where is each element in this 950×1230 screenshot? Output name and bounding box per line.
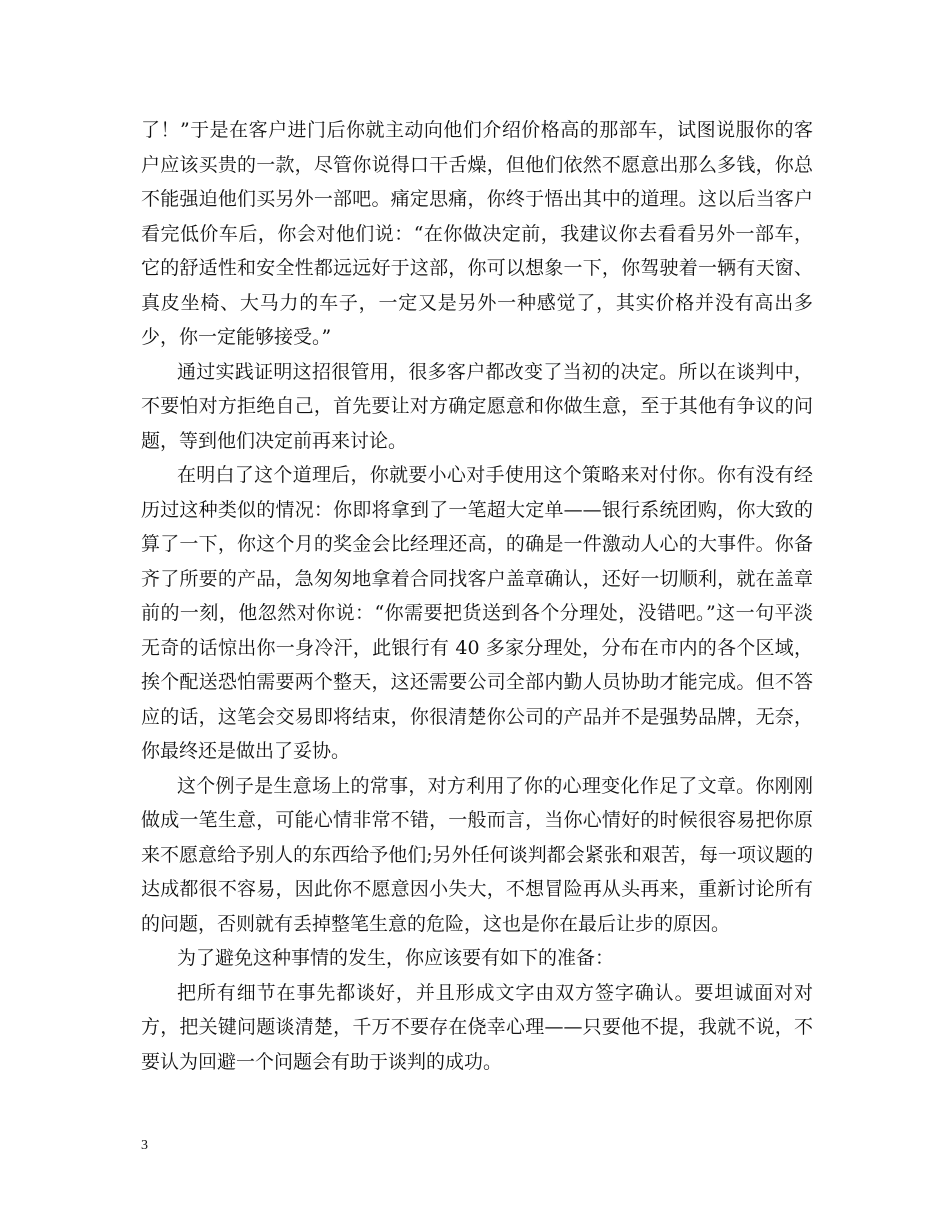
paragraph-6: 把所有细节在事先都谈好，并且形成文字由双方签字确认。要坦诚面对对方，把关键问题谈清楚，千万不要存在侥幸心理——只要他不提，我就不说，不要认为回避一个问题会有助于谈判的成功。 bbox=[141, 981, 813, 1073]
document-body bbox=[141, 113, 813, 1079]
paragraph-4: 这个例子是生意场上的常事，对方利用了你的心理变化作足了文章。你刚刚做成一笔生意，可能心情非常不错，一般而言，当你心情好的时候很容易把你原来不愿意给予别人的东西给予他们;另外任何谈判都会紧张和艰苦，每一项议题的达成都很不容易，因此你不愿意因小失大，不想冒险再从头再来，重新讨论所有的问题，否则就有丢掉整笔生意的危险，这也是你在最后让步的原因。 bbox=[141, 774, 813, 935]
paragraph-5: 为了避免这种事情的发生，你应该要有如下的准备： bbox=[177, 947, 615, 969]
page-number: 3 bbox=[141, 1138, 148, 1153]
paragraph-1: 了！”于是在客户进门后你就主动向他们介绍价格高的那部车，试图说服你的客户应该买贵的一款，尽管你说得口干舌燥，但他们依然不愿意出那么多钱，你总不能强迫他们买另外一部吧。痛定思痛，你终于悟出其中的道理。这以后当客户看完低价车后，你会对他们说：“在你做决定前，我建议你去看看另外一部车，它的舒适性和安全性都远远好于这部，你可以想象一下，你驾驶着一辆有天窗、真皮坐椅、大马力的车子，一定又是另外一种感觉了，其实价格并没有高出多少，你一定能够接受。” bbox=[141, 119, 813, 348]
paragraph-3: 在明白了这个道理后，你就要小心对手使用这个策略来对付你。你有没有经历过这种类似的情况：你即将拿到了一笔超大定单——银行系统团购，你大致的算了一下，你这个月的奖金会比经理还高，的确是一件激动人心的大事件。你备齐了所要的产品，急匆匆地拿着合同找客户盖章确认，还好一切顺利，就在盖章前的一刻，他忽然对你说：“你需要把货送到各个分理处，没错吧。”这一句平淡无奇的话惊出你一身冷汗，此银行有 40 多家分理处，分布在市内的各个区域，挨个配送恐怕需要两个整天，这还需要公司全部内勤人员协助才能完成。但不答应的话，这笔会交易即将结束，你很清楚你公司的产品并不是强势品牌，无奈，你最终还是做出了妥协。 bbox=[141, 464, 813, 762]
paragraph-2: 通过实践证明这招很管用，很多客户都改变了当初的决定。所以在谈判中，不要怕对方拒绝自己，首先要让对方确定愿意和你做生意，至于其他有争议的问题，等到他们决定前再来讨论。 bbox=[141, 360, 813, 452]
